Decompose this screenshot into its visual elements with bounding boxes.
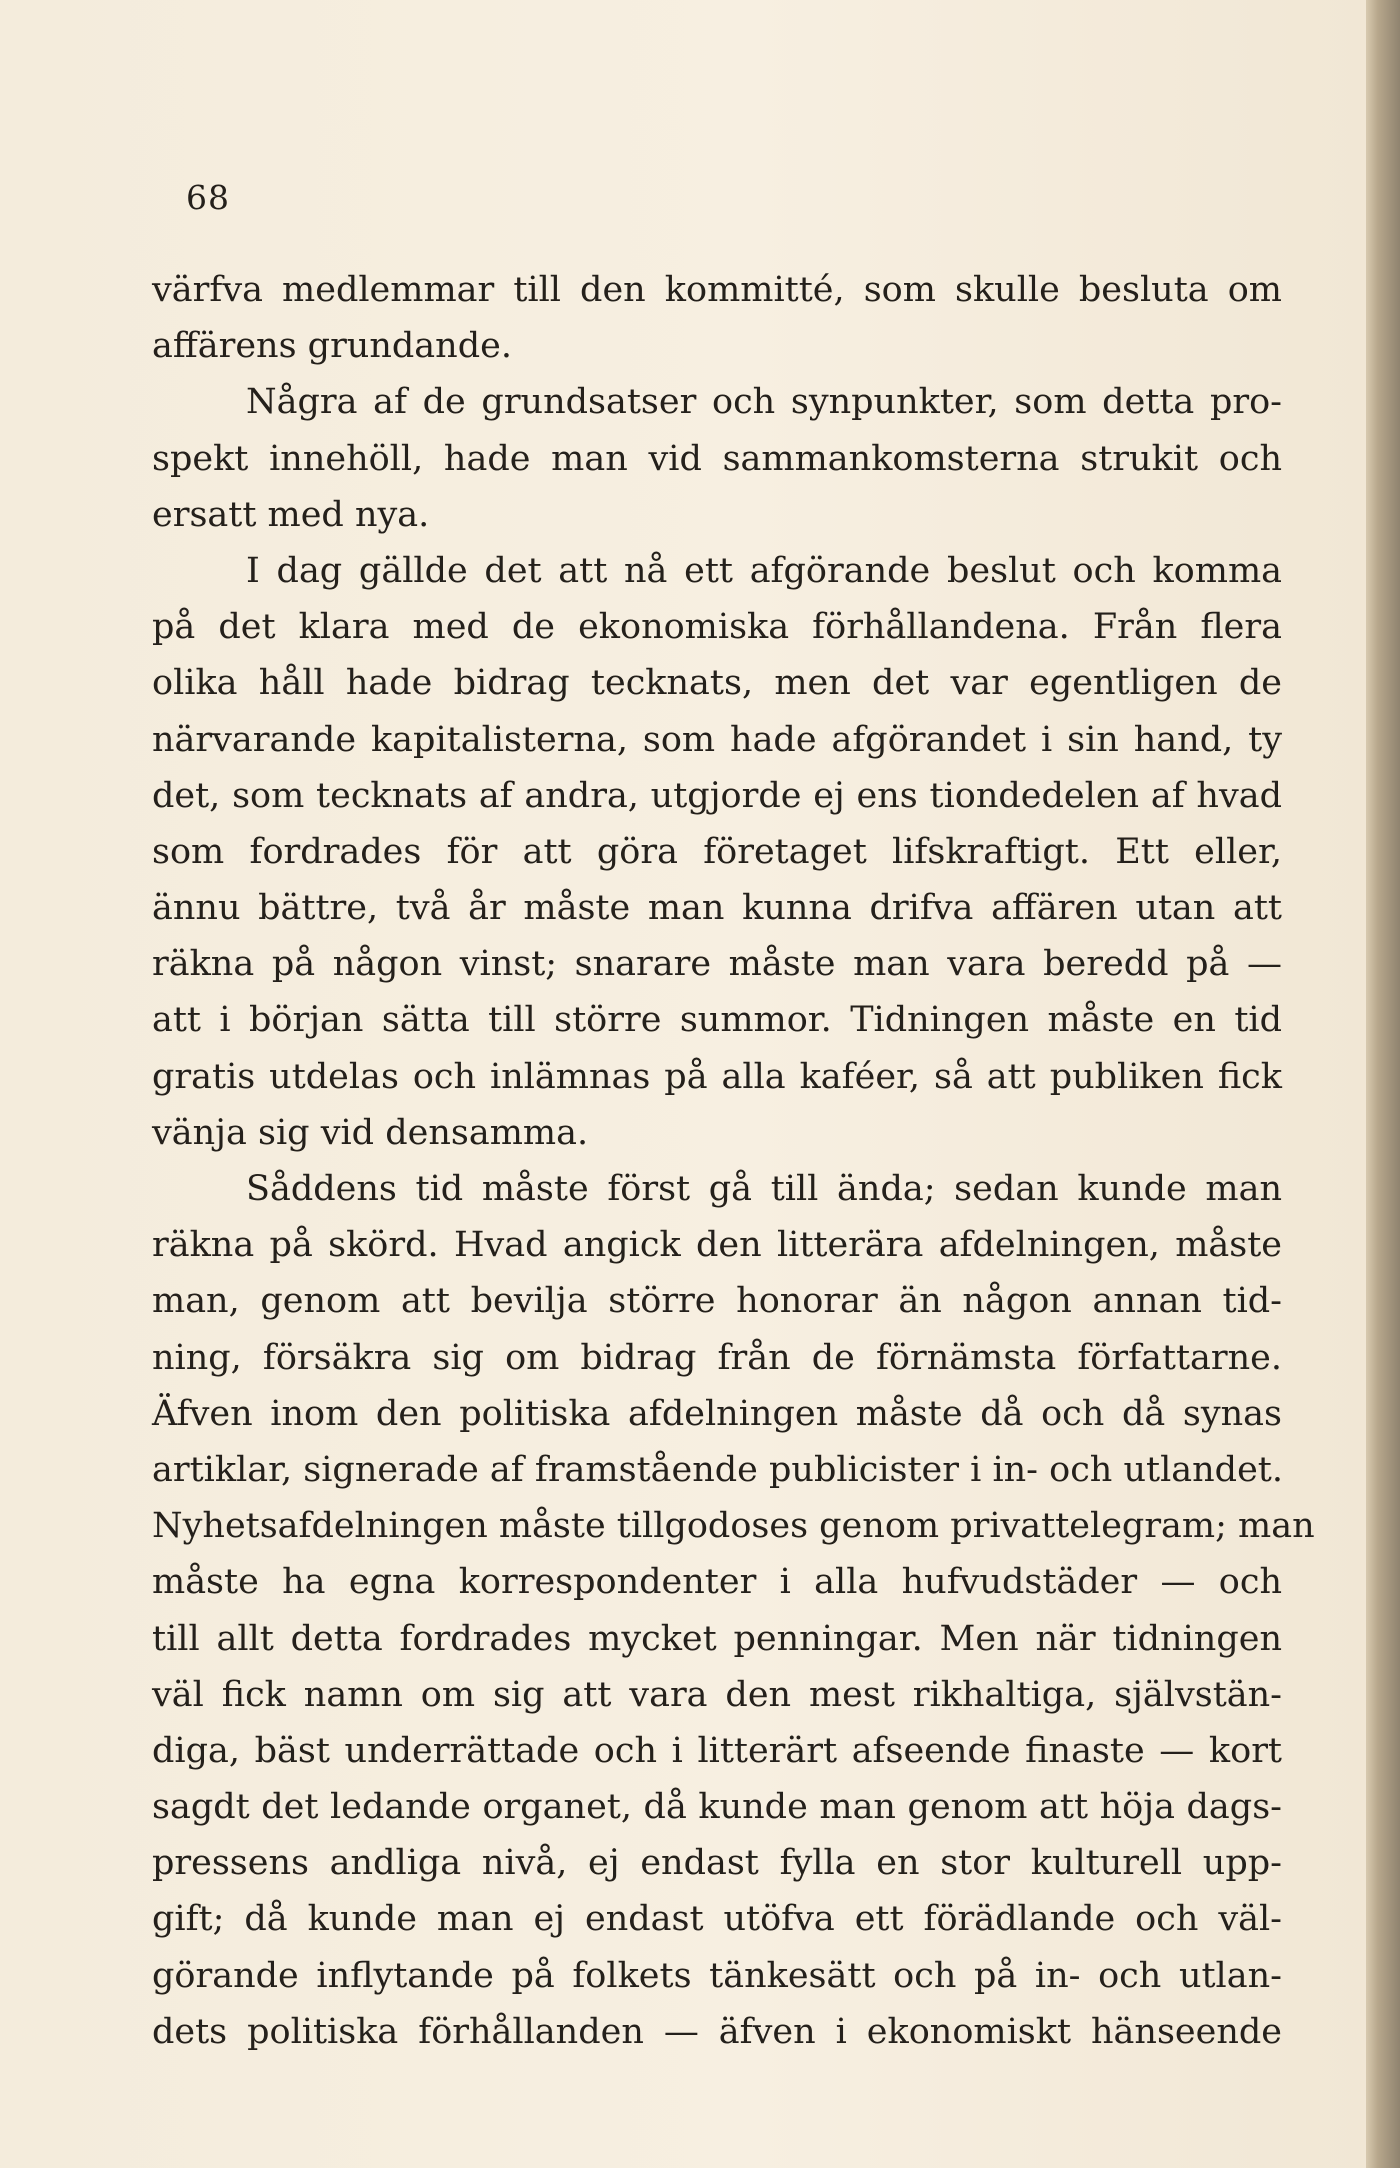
- text-line: olika håll hade bidrag tecknats, men det var egentligen de: [152, 663, 1282, 704]
- text-line: som fordrades för att göra företaget lifskraftigt. Ett eller,: [152, 831, 1282, 872]
- text-line: affärens grundande.: [152, 326, 512, 367]
- text-line: måste ha egna korrespondenter i alla hufvudstäder — och: [152, 1562, 1282, 1603]
- text-line: på det klara med de ekonomiska förhållandena. Från flera: [152, 607, 1282, 648]
- paragraph-first-line: I dag gällde det att nå ett afgörande beslut och komma: [246, 550, 1282, 591]
- text-line: vänja sig vid densamma.: [152, 1112, 589, 1153]
- text-line: artiklar, signerade af framstående publicister i in- och utlandet.: [152, 1449, 1283, 1490]
- page-edge: [1366, 0, 1400, 2168]
- text-line: det, som tecknats af andra, utgjorde ej ens tiondedelen af hvad: [152, 775, 1282, 816]
- text-line: räkna på skörd. Hvad angick den litterära afdelningen, måste: [152, 1225, 1282, 1266]
- text-line: till allt detta fordrades mycket penningar. Men när tidningen: [152, 1618, 1282, 1659]
- text-line: man, genom att bevilja större honorar än någon annan tid-: [152, 1281, 1282, 1322]
- text-line: Äfven inom den politiska afdelningen måste då och då synas: [152, 1393, 1282, 1434]
- text-line: närvarande kapitalisterna, som hade afgörandet i sin hand, ty: [152, 719, 1282, 760]
- text-line: sagdt det ledande organet, då kunde man genom att höja dags-: [152, 1787, 1282, 1828]
- text-line: spekt innehöll, hade man vid sammankomsterna strukit och: [152, 438, 1282, 479]
- text-line: ning, försäkra sig om bidrag från de förnämsta författarne.: [152, 1337, 1282, 1378]
- text-line: ännu bättre, två år måste man kunna drifva affären utan att: [152, 888, 1282, 929]
- paragraph-first-line: Såddens tid måste först gå till ända; sedan kunde man: [246, 1169, 1282, 1209]
- text-line: räkna på någon vinst; snarare måste man vara beredd på —: [152, 944, 1282, 985]
- text-line: dets politiska förhållanden — äfven i ekonomiskt hänseende: [152, 2011, 1282, 2052]
- paragraph-first-line: Några af de grundsatser och synpunkter, som detta pro-: [246, 382, 1282, 423]
- text-line: väl fick namn om sig att vara den mest rikhaltiga, självstän-: [152, 1674, 1282, 1715]
- text-line: Nyhetsafdelningen måste tillgodoses genom privattelegram; man: [152, 1506, 1315, 1547]
- page-number: 68: [186, 178, 230, 217]
- text-line: värfva medlemmar till den kommitté, som skulle besluta om: [152, 270, 1282, 310]
- text-line: gratis utdelas och inlämnas på alla kaféer, så att publiken fick: [152, 1056, 1282, 1097]
- text-line: att i början sätta till större summor. Tidningen måste en tid: [152, 1000, 1282, 1041]
- text-line: gift; då kunde man ej endast utöfva ett förädlande och väl-: [152, 1899, 1282, 1940]
- text-line: görande inflytande på folkets tänkesätt och på in- och utlan-: [152, 1955, 1282, 1996]
- text-line: diga, bäst underrättade och i litterärt afseende finaste — kort: [152, 1730, 1282, 1771]
- text-line: pressens andliga nivå, ej endast fylla en stor kulturell upp-: [152, 1843, 1282, 1884]
- text-line: ersatt med nya.: [152, 494, 430, 535]
- body-text: [152, 262, 1315, 2060]
